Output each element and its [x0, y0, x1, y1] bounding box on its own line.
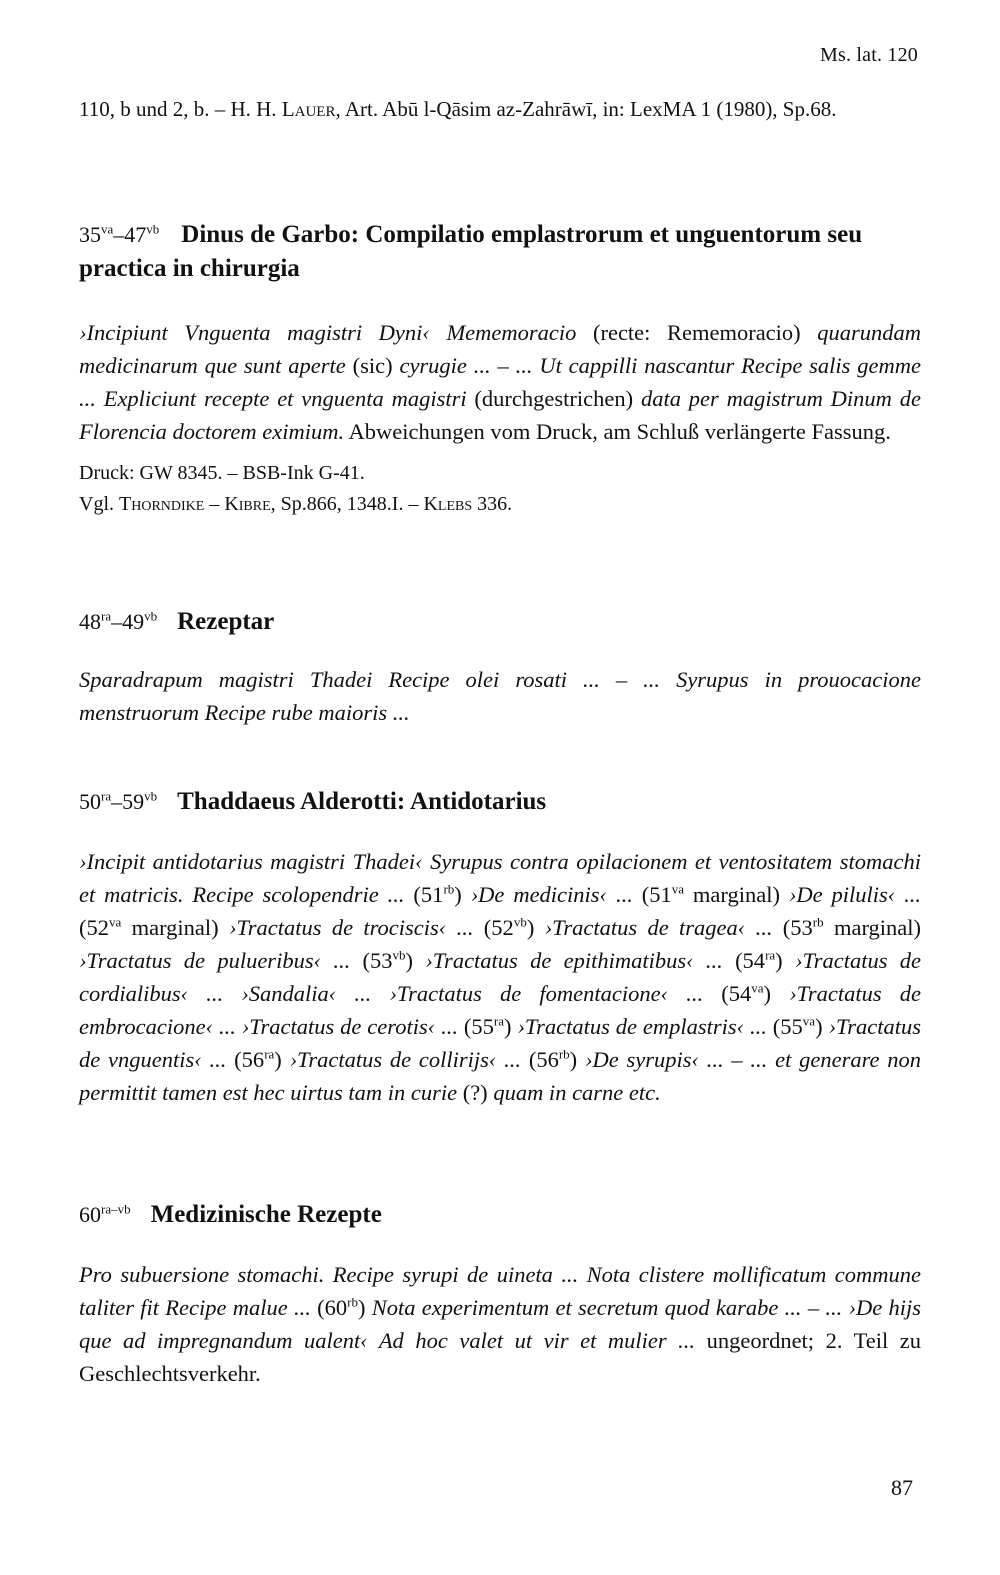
entry-heading	[79, 785, 921, 819]
intro-continuation	[79, 94, 921, 125]
entry-description: ›Incipiunt Vnguenta magistri Dyni‹ Mememoracio (recte: Rememoracio) quarundam medicinarum que sunt aperte (sic) cyrugie ... – ... Ut cappilli nascantur Recipe salis gemme ... Expliciunt recepte et vnguenta magistri (durchgestrichen) data per magistrum Dinum de Florencia doctorem eximium. Abweichungen vom Druck, am Schluß verlängerte Fassung.	[79, 320, 921, 444]
intro-text: 110, b und 2, b. – H. H.	[79, 97, 282, 121]
intro-paragraph	[79, 94, 921, 125]
entry-antidotarius	[79, 785, 921, 1109]
entry-rezeptar	[79, 605, 921, 729]
entry-description: ›Incipit antidotarius magistri Thadei‹ Syrupus contra opilacionem et ventositatem stomachi et matricis. Recipe scolopendrie ... $(51^{rb})$ ›De medicinis‹ ... ($51^{va}$ marginal) ›De pilulis‹ ... ($52^{va}$ marginal) ›Tractatus de trociscis‹ ... $(52^{vb})$ ›Tractatus de tragea‹ ... ($53^{rb}$ marginal) ›Tractatus de pulueribus‹ ... $(53^{vb})$ ›Tractatus de epithimatibus‹ ... $(54^{ra})$ ›Tractatus de cordialibus‹ ... ›Sandalia‹ ... ›Tractatus de fomentacione‹ ... $(54^{va})$ ›Tractatus de embrocacione‹ ... ›Tractatus de cerotis‹ ... $(55^{ra})$ ›Tractatus de emplastris‹ ... $(55^{va})$ ›Tractatus de vnguentis‹ ... $(56^{ra})$ ›Tractatus de collirijs‹ ... $(56^{rb})$ ›De syrupis‹ ... – ... et generare non permittit tamen est hec uirtus tam in curie (?) quam in carne etc.	[79, 849, 922, 1105]
entry-heading	[79, 1198, 921, 1232]
entry-title: Rezeptar	[177, 608, 275, 635]
entry-heading	[79, 605, 921, 639]
page-number: 87	[891, 1475, 913, 1500]
folio-range: $35^{va}-47^{vb}$	[79, 221, 160, 247]
entry-title: Dinus de Garbo: Compilatio emplastrorum et unguentorum seu practica in chirurgia	[79, 221, 863, 282]
print-reference: Druck: GW 8345. – BSB-Ink G-41.	[79, 462, 365, 484]
folio-range: $48^{ra}-49^{vb}$	[79, 608, 158, 634]
entry-description: Sparadrapum magistri Thadei Recipe olei rosati ... – ... Syrupus in prouocacione menstruorum Recipe rube maioris ...	[79, 667, 921, 725]
literature-reference: Vgl. Thorndike – Kibre, Sp.866, 1348.I. – Klebs 336.	[79, 493, 513, 515]
author-name: Lauer	[281, 97, 336, 121]
entry-dinus-de-garbo	[79, 218, 921, 520]
folio-range: $60^{ra-vb}$	[79, 1201, 131, 1227]
entry-title: Medizinische Rezepte	[150, 1201, 382, 1228]
entry-heading	[79, 218, 921, 286]
entry-description: Pro subuersione stomachi. Recipe syrupi de uineta ... Nota clistere mollificatum commune taliter fit Recipe malue ... $(60^{rb})$ Nota experimentum et secretum quod karabe ... – ... ›De hijs que ad impregnandum ualent‹ Ad hoc valet ut vir et mulier ... ungeordnet; 2. Teil zu Geschlechtsverkehr.	[79, 1262, 921, 1386]
entry-title: Thaddaeus Alderotti: Antidotarius	[177, 788, 547, 815]
intro-text: , Art. Abū l-Qāsim az-Zahrāwī, in: LexMA 1 (1980), Sp.68.	[335, 97, 837, 121]
folio-range: $50^{ra}-59^{vb}$	[79, 788, 158, 814]
entry-medizinische-rezepte	[79, 1198, 921, 1390]
running-head: Ms. lat. 120	[820, 44, 918, 66]
